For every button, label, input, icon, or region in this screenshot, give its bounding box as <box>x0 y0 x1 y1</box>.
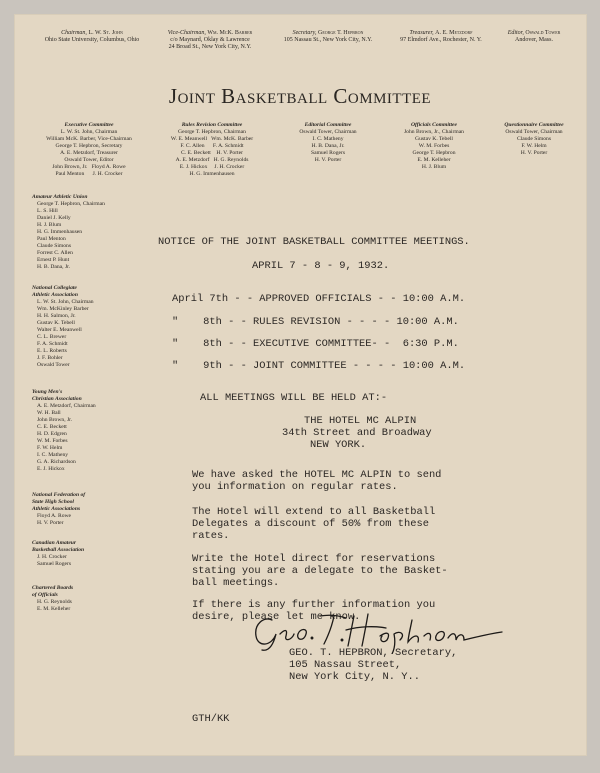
officer-role: Chairman, <box>61 30 87 36</box>
association-member: F. W. Helm <box>37 445 63 451</box>
association-heading: Canadian Amateur <box>32 540 77 546</box>
committee-member: H. V. Porter <box>520 150 548 156</box>
committee-member: George T. Hepbron, Chairman <box>178 129 246 135</box>
association-member: L. S. Hill <box>37 208 58 214</box>
committee-member: E. M. Kelleher <box>417 157 451 163</box>
association-member: C. E. Beckett <box>37 424 67 430</box>
officer-name: L. W. St. John <box>88 30 123 36</box>
association-member: Wm. McKinley Barber <box>37 306 89 312</box>
association-member: John Brown, Jr. <box>37 417 73 423</box>
committee-heading: Executive Committee <box>64 122 114 128</box>
committee-rules-revision <box>152 122 272 178</box>
officer-role: Editor, <box>507 30 524 36</box>
signoff-city: New York City, N. Y.. <box>289 671 420 683</box>
association-member: E. L. Roberts <box>37 348 67 354</box>
officer-address: Andover, Mass. <box>515 37 553 43</box>
association-member: G. A. Richardson <box>37 459 76 465</box>
officer-name: A. E. Metzdorf <box>435 30 473 36</box>
signoff-name: GEO. T. HEPBRON, Secretary, <box>289 647 458 659</box>
association-member: E. M. Kelleher <box>37 606 71 612</box>
association-member: H. G. Immenhausen <box>37 229 83 235</box>
schedule-row: " 8th - - EXECUTIVE COMMITTEE- - 6:30 P.M. <box>172 338 459 350</box>
venue-intro: ALL MEETINGS WILL BE HELD AT:- <box>200 392 388 404</box>
association-member: Claude Simons <box>37 243 72 249</box>
officer-address: 105 Nassau St., New York City, N.Y. <box>283 37 373 43</box>
officer-name: Wm. McK. Barber <box>207 30 253 36</box>
association-member: J. H. Crocker <box>37 554 67 560</box>
association-member: George T. Hepbron, Chairman <box>37 201 105 207</box>
association-heading: Basketball Association <box>32 547 85 553</box>
officer-address: 97 Elmdorf Ave., Rochester, N. Y. <box>400 37 482 43</box>
association-member: H. D. Edgren <box>37 431 67 437</box>
committee-heading: Editorial Committee <box>304 122 352 128</box>
association-ymca <box>32 389 96 473</box>
committee-member: F. C. Allen F. A. Schmidt <box>180 143 244 149</box>
committee-member: C. E. Beckett H. V. Porter <box>181 150 243 156</box>
venue-line: 34th Street and Broadway <box>282 427 432 439</box>
association-member: H. H. Salmon, Jr. <box>37 313 76 319</box>
venue-line: NEW YORK. <box>310 439 367 451</box>
association-heading: Chartered Boards <box>32 585 74 591</box>
association-member: H. V. Porter <box>37 520 64 526</box>
association-chartered-boards <box>32 585 73 613</box>
committee-member: John Brown, Jr. Floyd A. Rowe <box>52 164 126 170</box>
officer-address: c/o Maynard, Oklay & Lawrence <box>170 37 250 43</box>
schedule-row: " 9th - - JOINT COMMITTEE - - - - 10:00 A.M. <box>172 360 466 372</box>
officer-role: Vice-Chairman, <box>167 30 206 36</box>
association-member: H. J. Blum <box>37 222 62 228</box>
committee-member: Gustav K. Tebell <box>415 136 453 142</box>
paragraph-line: If there is any further information you <box>192 599 436 611</box>
committee-member: W. E. Meanwell Wm. McK. Barber <box>170 136 254 142</box>
association-member: A. E. Metzdorf, Chairman <box>37 403 96 409</box>
association-heading: National Federation of <box>32 492 86 498</box>
association-canadian <box>32 540 84 568</box>
committee-member: L. W. St. John, Chairman <box>60 129 118 135</box>
committee-member: E. J. Hickox J. H. Crocker <box>179 164 245 170</box>
association-heading: Young Men's <box>32 389 63 395</box>
committee-member: George T. Hepbron <box>412 150 456 156</box>
association-member: E. J. Hickox <box>37 466 65 472</box>
committee-member: F. W. Helm <box>521 143 547 149</box>
paragraph-line: desire, please let me know. <box>192 611 361 623</box>
association-member: I. C. Matheny <box>37 452 69 458</box>
venue-line: THE HOTEL MC ALPIN <box>304 415 417 427</box>
committee-member: Paul Menton J. H. Crocker <box>55 171 123 177</box>
officer-role: Secretary, <box>292 30 317 36</box>
officer-chairman <box>32 30 152 44</box>
association-heading: Athletic Association <box>32 292 78 298</box>
committee-member: John Brown, Jr., Chairman <box>404 129 464 135</box>
paragraph-line: Write the Hotel direct for reservations <box>192 553 436 565</box>
signoff-address: 105 Nassau Street, <box>289 659 402 671</box>
paragraph-line: rates. <box>192 530 230 542</box>
schedule-row: " 8th - - RULES REVISION - - - - 10:00 A.M. <box>172 316 459 328</box>
association-member: C. L. Brewer <box>37 334 67 340</box>
association-heading: State High School <box>32 499 74 505</box>
notice-dates: APRIL 7 - 8 - 9, 1932. <box>252 260 390 272</box>
association-member: Paul Menton <box>37 236 66 242</box>
association-member: H. G. Reynolds <box>37 599 72 605</box>
notice-heading: NOTICE OF THE JOINT BASKETBALL COMMITTEE MEETINGS. <box>158 236 470 248</box>
association-member: Oswald Tower <box>37 362 70 368</box>
association-member: Ernest P. Hunt <box>37 257 70 263</box>
officer-treasurer <box>386 30 496 44</box>
committee-heading: Officials Committee <box>410 122 458 128</box>
schedule-row: April 7th - - APPROVED OFFICIALS - - 10:00 A.M. <box>172 293 466 305</box>
association-member: Floyd A. Rowe <box>37 513 72 519</box>
association-member: Gustav K. Tebell <box>37 320 75 326</box>
committee-member: Samuel Rogers <box>310 150 346 156</box>
association-member: L. W. St. John, Chairman <box>37 299 94 305</box>
committee-executive <box>34 122 144 178</box>
association-member: Samuel Rogers <box>37 561 72 567</box>
association-ncaa <box>32 285 94 369</box>
association-member: J. F. Bohler <box>37 355 63 361</box>
officer-name: George T. Hepbron <box>318 30 364 36</box>
typist-initials: GTH/KK <box>192 713 230 725</box>
association-member: Forrest C. Allen <box>37 250 73 256</box>
committee-questionnaire <box>490 122 578 157</box>
committee-member: H. G. Immenhausen <box>189 171 235 177</box>
paragraph-line: Delegates a discount of 50% from these <box>192 518 429 530</box>
association-member: Daniel J. Kelly <box>37 215 71 221</box>
association-aau <box>32 194 105 271</box>
committee-heading: Rules Revision Committee <box>181 122 243 128</box>
committee-member: A. E. Metzdorf H. G. Reynolds <box>175 157 249 163</box>
committee-member: Oswald Tower, Chairman <box>505 129 563 135</box>
association-high-school <box>32 492 85 527</box>
officer-address: Ohio State University, Columbus, Ohio <box>44 37 140 43</box>
officer-name: Oswald Tower <box>525 30 561 36</box>
officer-role: Treasurer, <box>409 30 434 36</box>
committee-member: I. C. Matheny <box>312 136 344 142</box>
paragraph-line: ball meetings. <box>192 577 280 589</box>
paragraph-line: stating you are a delegate to the Basket- <box>192 565 448 577</box>
association-heading: National Collegiate <box>32 285 77 291</box>
committee-officials <box>384 122 484 171</box>
committee-member: William McK. Barber, Vice-Chairman <box>46 136 132 142</box>
committee-member: H. B. Dana, Jr. <box>311 143 345 149</box>
paragraph-line: We have asked the HOTEL MC ALPIN to send <box>192 469 442 481</box>
paragraph-line: you information on regular rates. <box>192 481 398 493</box>
association-member: H. B. Dana, Jr. <box>37 264 71 270</box>
association-heading: of Officials <box>32 592 58 598</box>
committee-member: Oswald Tower, Chairman <box>299 129 357 135</box>
association-member: W. M. Forbes <box>37 438 68 444</box>
association-member: Walter E. Meanwell <box>37 327 82 333</box>
letterhead-title: Joint Basketball Committee <box>168 84 432 108</box>
association-member: F. A. Schmidt <box>37 341 68 347</box>
officer-vice-chairman <box>150 30 270 51</box>
association-heading: Christian Association <box>32 396 82 402</box>
committee-heading: Questionnaire Committee <box>504 122 564 128</box>
committee-member: H. V. Porter <box>314 157 342 163</box>
association-member: W. H. Ball <box>37 410 61 416</box>
committee-member: Claude Simons <box>516 136 552 142</box>
association-heading: Athletic Associations <box>32 506 81 512</box>
committee-member: George T. Hepbron, Secretary <box>55 143 123 149</box>
committee-member: W. M. Forbes <box>418 143 450 149</box>
officer-secretary <box>268 30 388 44</box>
committee-member: H. J. Blum <box>421 164 447 170</box>
committee-editorial <box>278 122 378 164</box>
association-heading: Amateur Athletic Union <box>32 194 88 200</box>
officer-address-2: 24 Broad St., New York City, N.Y. <box>168 44 252 50</box>
committee-member: Oswald Tower, Editor <box>64 157 114 163</box>
committee-member: A. E. Metzdorf, Treasurer <box>60 150 118 156</box>
paragraph-line: The Hotel will extend to all Basketball <box>192 506 436 518</box>
officer-editor <box>494 30 574 44</box>
